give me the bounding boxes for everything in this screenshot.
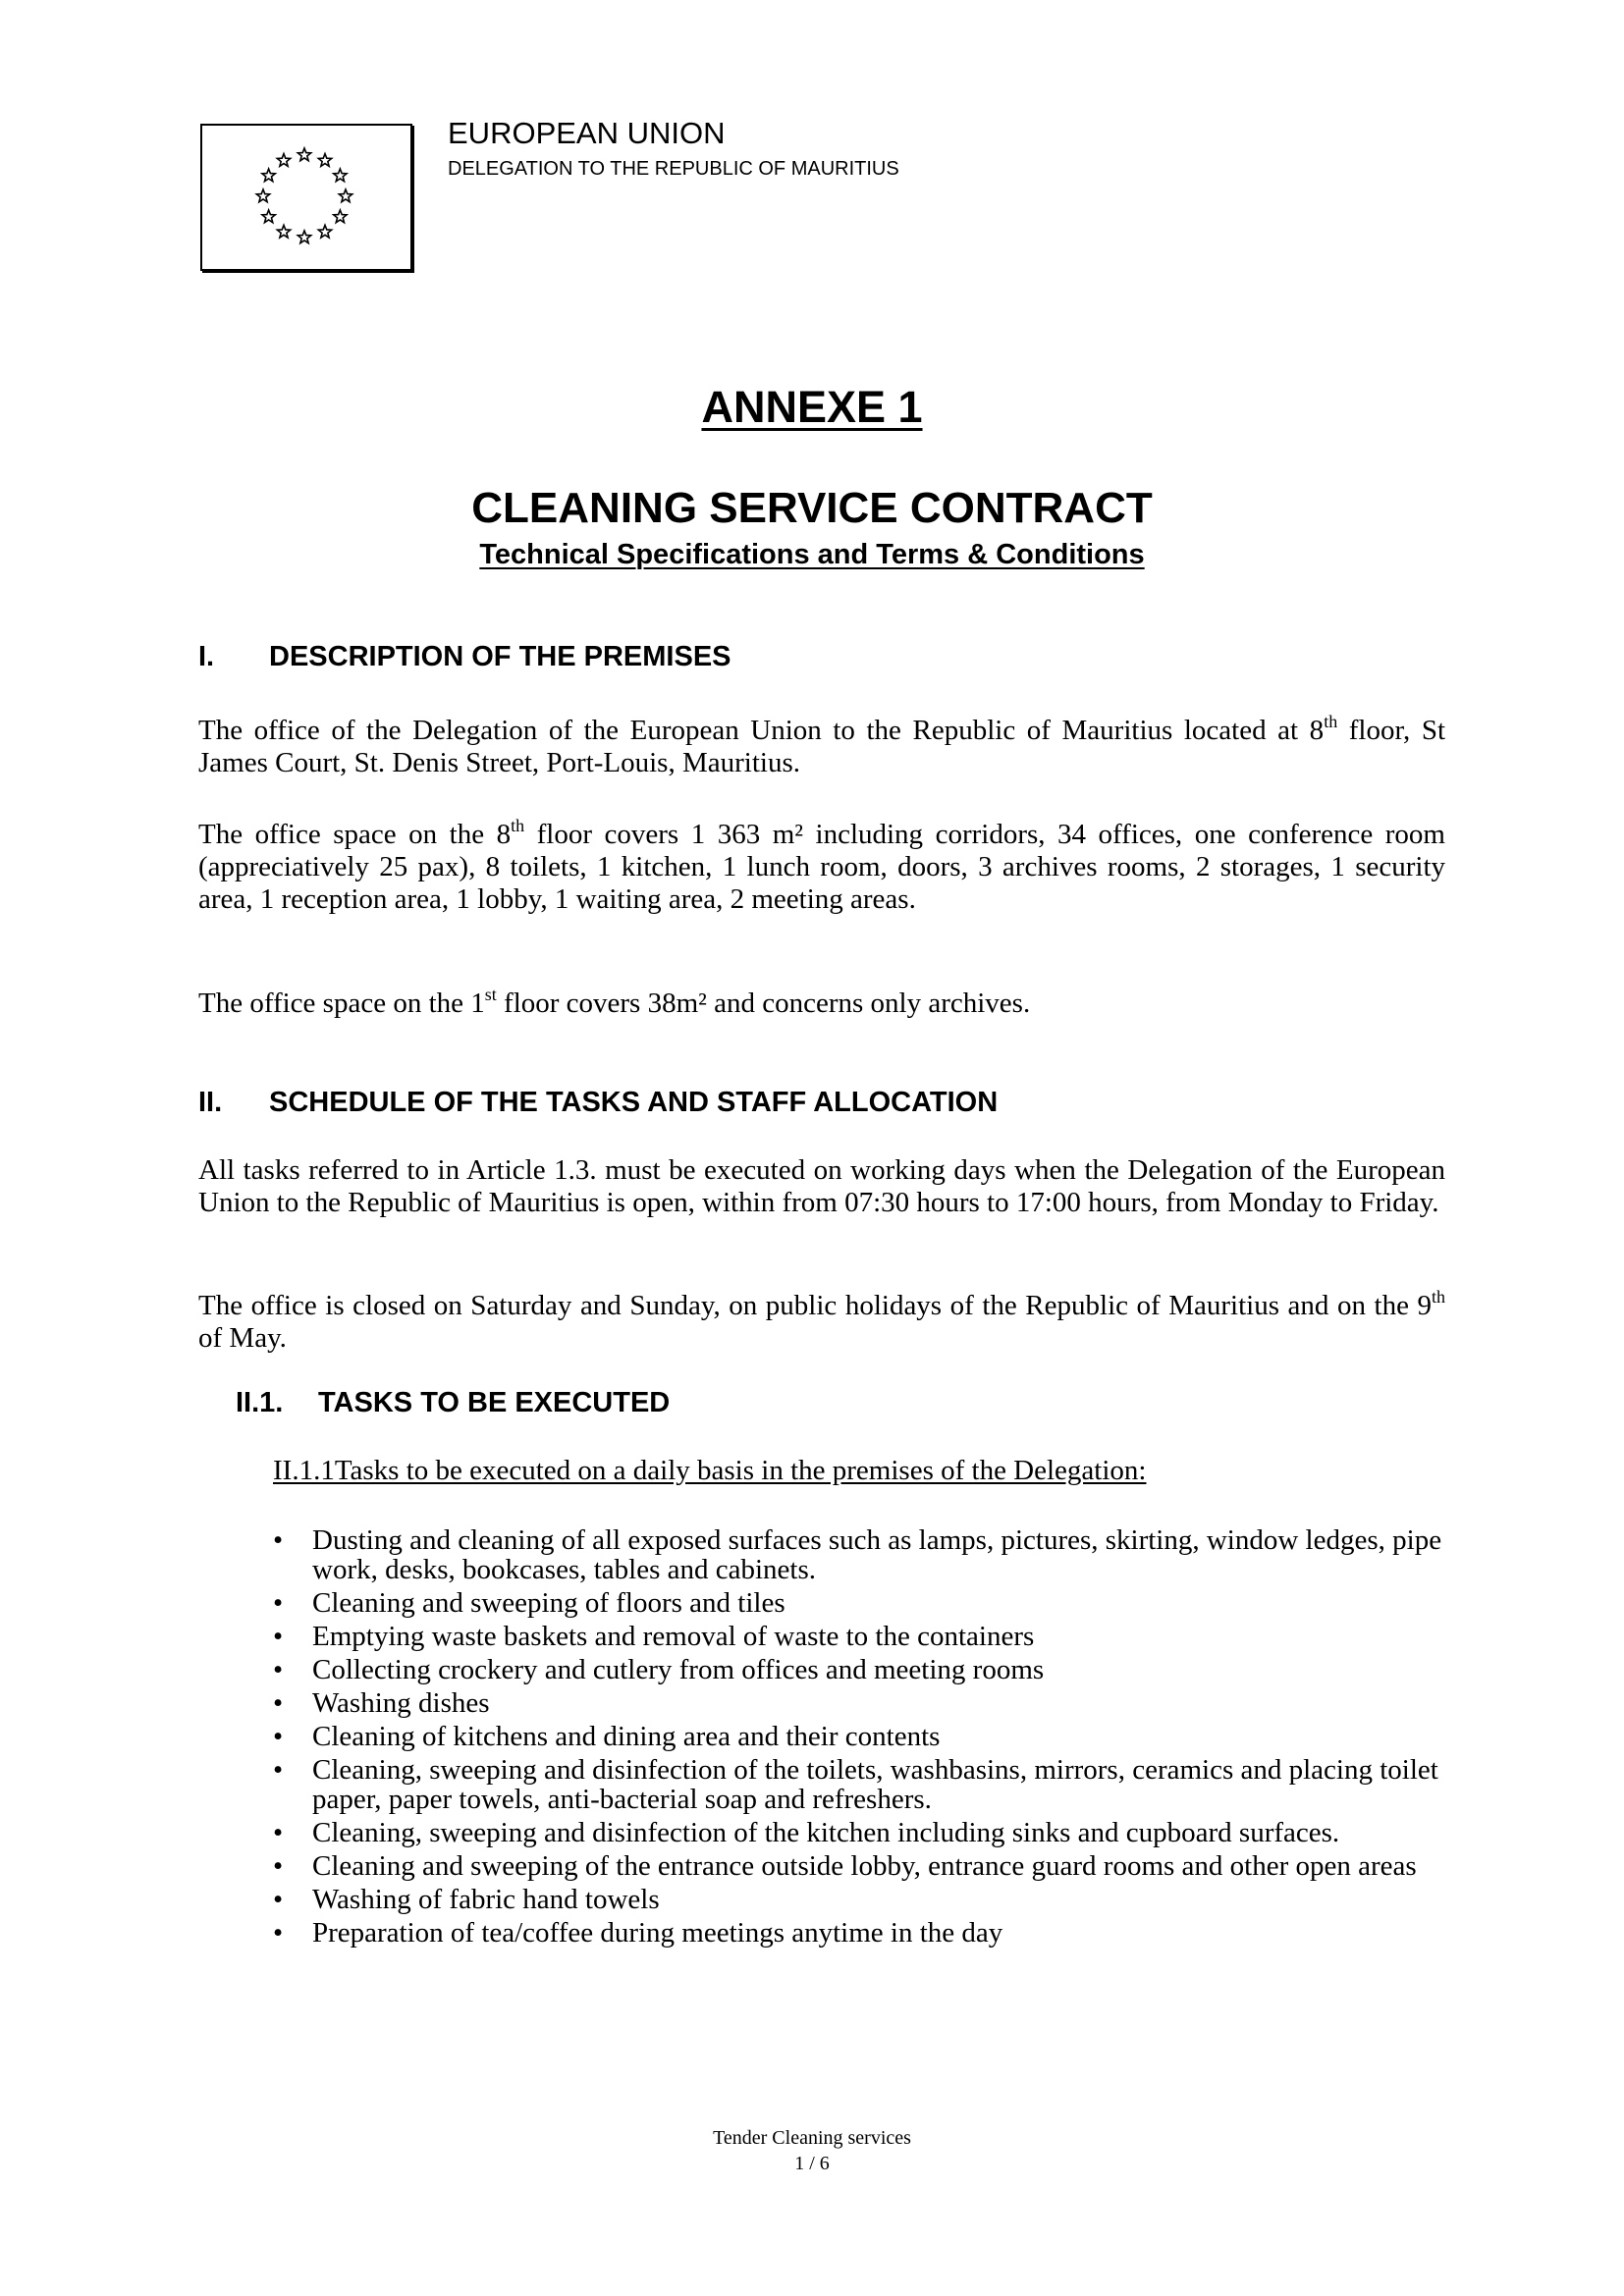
star-icon <box>277 225 290 238</box>
bullet-icon: • <box>273 1884 284 1915</box>
star-icon <box>334 169 347 182</box>
contract-subtitle: Technical Specifications and Terms & Conditions <box>479 539 1145 570</box>
task-text: Dusting and cleaning of all exposed surfaces such as lamps, pictures, skirting, window ledges, pipe work, desks, bookcases, tables and cabinets. <box>312 1524 1442 1585</box>
bullet-icon: • <box>273 1621 284 1652</box>
annexe-title: ANNEXE 1 <box>701 382 923 432</box>
premises-paragraph-1 <box>198 712 1446 779</box>
text-run: The office is closed on Saturday and Sunday, on public holidays of the Republic of Mauritius and on the 9 <box>198 1290 1432 1321</box>
section-2-1-heading <box>236 1386 670 1419</box>
task-list-item <box>273 1885 1451 1914</box>
star-icon <box>277 154 290 167</box>
text-run: The office space on the 1 <box>198 988 485 1019</box>
bullet-icon: • <box>273 1721 284 1752</box>
task-list-item <box>273 1622 1451 1651</box>
section-2-number: II. <box>198 1087 223 1118</box>
contract-title: CLEANING SERVICE CONTRACT <box>471 484 1153 532</box>
task-text: Cleaning, sweeping and disinfection of the toilets, washbasins, mirrors, ceramics and placing toilet paper, paper towels, anti-bacterial soap and refreshers. <box>312 1754 1438 1815</box>
text-run: of May. <box>198 1322 287 1354</box>
task-list-item <box>273 1525 1451 1584</box>
task-list-item <box>273 1688 1451 1718</box>
section-2-1-title: TASKS TO BE EXECUTED <box>318 1387 671 1418</box>
task-list-item <box>273 1755 1451 1814</box>
task-list-item <box>273 1918 1451 1948</box>
task-list-item <box>273 1588 1451 1618</box>
bullet-icon: • <box>273 1524 284 1556</box>
footer-document-name: Tender Cleaning services <box>713 2127 911 2149</box>
text-run: floor covers 1 363 m² including corridors, 34 offices, one conference room (appreciatively 25 pax), 8 toilets, 1 kitchen, 1 lunch room, doors, 3 archives rooms, 2 storages, 1 security area, 1 reception area, 1 lobby, 1 waiting area, 2 meeting areas. <box>198 819 1445 915</box>
premises-paragraph-3 <box>198 985 1445 1020</box>
star-icon <box>256 189 269 202</box>
org-name: EUROPEAN UNION <box>448 116 726 150</box>
task-list-item <box>273 1722 1451 1751</box>
task-text: Preparation of tea/coffee during meetings anytime in the day <box>312 1917 1003 1949</box>
footer-page-number: 1 / 6 <box>794 2153 830 2174</box>
task-list-item <box>273 1851 1451 1881</box>
star-icon <box>298 231 310 243</box>
task-text: Cleaning and sweeping of the entrance outside lobby, entrance guard rooms and other open areas <box>312 1850 1417 1882</box>
task-text: Washing of fabric hand towels <box>312 1884 660 1915</box>
schedule-paragraph-2 <box>198 1287 1445 1355</box>
star-icon <box>334 210 347 223</box>
task-text: Cleaning and sweeping of floors and tiles <box>312 1587 785 1619</box>
daily-tasks-list <box>273 1525 1451 1951</box>
premises-paragraph-2 <box>198 816 1445 916</box>
bullet-icon: • <box>273 1917 284 1949</box>
star-icon <box>339 189 352 202</box>
bullet-icon: • <box>273 1687 284 1719</box>
eu-logo <box>200 124 412 271</box>
org-subtitle: DELEGATION TO THE REPUBLIC OF MAURITIUS <box>448 158 899 180</box>
star-icon <box>262 169 275 182</box>
section-2-heading <box>198 1086 998 1119</box>
task-list-item <box>273 1655 1451 1684</box>
text-run: floor covers 38m² and concerns only archives. <box>496 988 1031 1019</box>
daily-tasks-heading: II.1.1Tasks to be executed on a daily basis in the premises of the Delegation: <box>273 1455 1147 1486</box>
section-2-1-number: II.1. <box>236 1387 284 1418</box>
bullet-icon: • <box>273 1587 284 1619</box>
task-text: Emptying waste baskets and removal of waste to the containers <box>312 1621 1035 1652</box>
bullet-icon: • <box>273 1754 284 1786</box>
text-run: floor, St James Court, St. Denis Street, Port-Louis, Mauritius. <box>198 715 1446 778</box>
superscript: st <box>484 985 497 1004</box>
star-icon <box>298 148 310 161</box>
section-1-title: DESCRIPTION OF THE PREMISES <box>269 641 731 672</box>
section-1-heading <box>198 640 731 673</box>
eu-flag-stars-icon <box>202 126 410 269</box>
task-list-item <box>273 1818 1451 1847</box>
schedule-paragraph-1: All tasks referred to in Article 1.3. must be executed on working days when the Delegation of the European Union to the Republic of Mauritius is open, within from 07:30 hours to 17:00 hours, from Monday to Friday. <box>198 1154 1445 1218</box>
section-1-number: I. <box>198 641 215 672</box>
task-text: Cleaning of kitchens and dining area and their contents <box>312 1721 941 1752</box>
bullet-icon: • <box>273 1654 284 1685</box>
task-text: Collecting crockery and cutlery from offices and meeting rooms <box>312 1654 1045 1685</box>
star-icon <box>318 154 331 167</box>
task-text: Cleaning, sweeping and disinfection of the kitchen including sinks and cupboard surfaces. <box>312 1817 1340 1848</box>
superscript: th <box>511 816 525 835</box>
section-2-title: SCHEDULE OF THE TASKS AND STAFF ALLOCATION <box>269 1087 999 1118</box>
task-text: Washing dishes <box>312 1687 490 1719</box>
bullet-icon: • <box>273 1850 284 1882</box>
star-icon <box>262 210 275 223</box>
star-icon <box>318 225 331 238</box>
text-run: The office of the Delegation of the European Union to the Republic of Mauritius located at 8 <box>198 715 1325 746</box>
text-run: The office space on the 8 <box>198 819 512 850</box>
superscript: th <box>1324 712 1338 731</box>
bullet-icon: • <box>273 1817 284 1848</box>
superscript: th <box>1431 1287 1445 1307</box>
